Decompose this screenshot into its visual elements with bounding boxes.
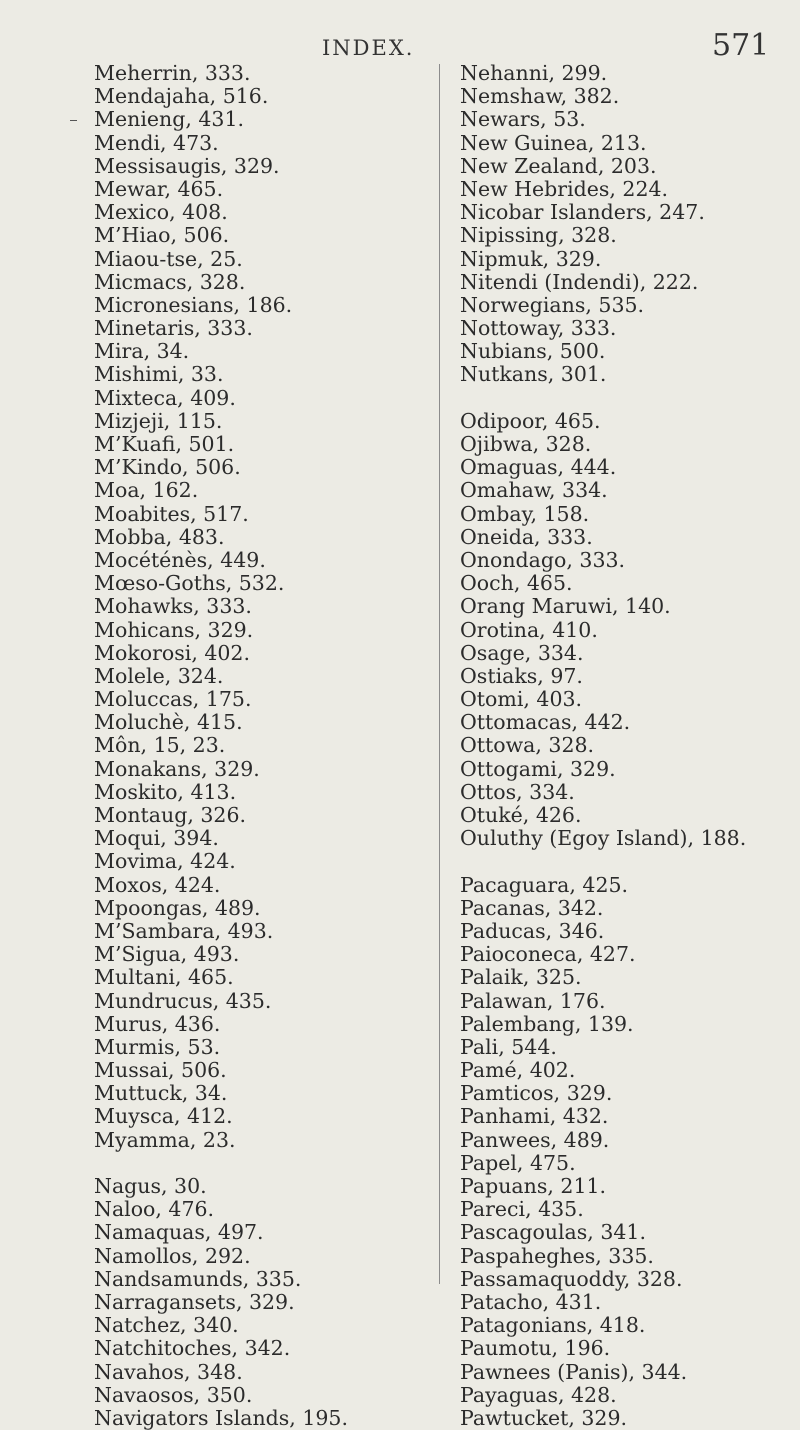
index-entry: Pacaguara, 425. <box>460 872 629 897</box>
index-entry: Namaquas, 497. <box>94 1220 264 1245</box>
index-entry: Moabites, 517. <box>94 501 249 526</box>
index-entry: Paioconeca, 427. <box>460 942 636 967</box>
index-entry: Mendajaha, 516. <box>94 84 269 109</box>
index-entry: Orotina, 410. <box>460 617 598 642</box>
index-entry: Naloo, 476. <box>94 1197 215 1222</box>
index-entry: Mohawks, 333. <box>94 594 252 619</box>
index-entry: M’Kindo, 506. <box>94 455 241 480</box>
index-column-right <box>460 62 746 1430</box>
index-entry: Paumotu, 196. <box>460 1336 611 1361</box>
index-group-n <box>94 1175 348 1430</box>
index-entry: Moluccas, 175. <box>94 687 252 712</box>
index-entry: Ottowa, 328. <box>460 733 595 758</box>
index-entry: Odipoor, 465. <box>460 408 601 433</box>
index-entry: Pareci, 435. <box>460 1197 584 1222</box>
index-entry: Otuké, 426. <box>460 803 582 827</box>
index-entry: Mewar, 465. <box>94 176 224 201</box>
column-divider <box>439 64 440 1284</box>
index-entry: Ombay, 158. <box>460 501 590 526</box>
index-entry: Paspaheghes, 335. <box>460 1243 654 1268</box>
index-entry: Mobba, 483. <box>94 524 225 549</box>
index-entry: Otomi, 403. <box>460 687 583 712</box>
index-entry: Pawtucket, 329. <box>460 1405 628 1430</box>
index-entry: Myamma, 23. <box>94 1127 236 1152</box>
index-entry: Micmacs, 328. <box>94 269 246 294</box>
index-entry: Ostiaks, 97. <box>460 663 583 688</box>
index-entry: Pali, 544. <box>460 1034 557 1059</box>
index-entry: Mohicans, 329. <box>94 617 254 642</box>
index-entry: Mira, 34. <box>94 339 190 364</box>
index-entry: Pacanas, 342. <box>460 895 604 920</box>
index-column-left <box>94 62 348 1430</box>
index-entry: Omahaw, 334. <box>460 478 608 503</box>
index-entry: Navigators Islands, 195. <box>94 1405 348 1430</box>
index-entry: Payaguas, 428. <box>460 1382 617 1407</box>
index-entry: Ottos, 334. <box>460 779 575 804</box>
index-entry: Pamticos, 329. <box>460 1081 613 1106</box>
index-entry: Monakans, 329. <box>94 756 260 781</box>
index-group-p <box>460 874 746 1430</box>
index-entry: Orang Maruwi, 140. <box>460 594 671 619</box>
index-entry: Ottogami, 329. <box>460 756 616 781</box>
index-entry: Mocéténès, 449. <box>94 547 266 572</box>
index-entry: Pascagoulas, 341. <box>460 1220 646 1245</box>
index-entry: Nottoway, 333. <box>460 316 617 341</box>
index-entry: Nipissing, 328. <box>460 223 617 248</box>
index-entry: Pawnees (Panis), 344. <box>460 1359 688 1384</box>
index-entry: Mœso-Goths, 532. <box>94 571 285 596</box>
index-entry: Pamé, 402. <box>460 1058 576 1083</box>
index-entry: M’Hiao, 506. <box>94 223 230 248</box>
index-group-o <box>460 410 746 851</box>
index-entry: Navaosos, 350. <box>94 1382 253 1407</box>
index-entry: Palaik, 325. <box>460 965 582 990</box>
index-entry: Namollos, 292. <box>94 1243 251 1268</box>
index-entry: Minetaris, 333. <box>94 316 253 341</box>
index-entry: Papuans, 211. <box>460 1174 607 1198</box>
index-entry: Natchitoches, 342. <box>94 1336 291 1361</box>
index-entry: Multani, 465. <box>94 965 234 990</box>
index-entry: M’Sigua, 493. <box>94 942 240 967</box>
index-entry: Mishimi, 33. <box>94 362 224 387</box>
index-entry: Mizjeji, 115. <box>94 408 223 433</box>
index-group-n-continued <box>460 62 746 387</box>
page-header-title: INDEX. <box>322 36 415 60</box>
index-entry: Mpoongas, 489. <box>94 895 261 920</box>
index-entry: Natchez, 340. <box>94 1313 239 1338</box>
index-entry: Narragansets, 329. <box>94 1289 295 1314</box>
index-entry: Molele, 324. <box>94 663 224 688</box>
index-entry: Mendi, 473. <box>94 130 219 155</box>
index-entry: Nagus, 30. <box>94 1174 207 1198</box>
index-entry: Patagonians, 418. <box>460 1313 646 1338</box>
index-entry: Môn, 15, 23. <box>94 733 226 758</box>
index-entry: Ooch, 465. <box>460 571 573 596</box>
index-entry: Micronesians, 186. <box>94 292 293 317</box>
index-entry: Mixteca, 409. <box>94 385 236 410</box>
index-entry: Murmis, 53. <box>94 1034 221 1059</box>
index-entry: Ottomacas, 442. <box>460 710 631 735</box>
index-entry: Nipmuk, 329. <box>460 246 602 271</box>
index-entry: New Hebrides, 224. <box>460 176 669 201</box>
index-entry: Moskito, 413. <box>94 779 237 804</box>
index-entry: Paducas, 346. <box>460 918 605 943</box>
index-entry: Moa, 162. <box>94 478 199 503</box>
index-entry: Palembang, 139. <box>460 1011 634 1036</box>
index-entry: Mundrucus, 435. <box>94 988 272 1013</box>
index-entry: Nehanni, 299. <box>460 61 608 85</box>
index-entry: Murus, 436. <box>94 1011 221 1036</box>
index-entry: Mussai, 506. <box>94 1058 227 1083</box>
index-entry: Mexico, 408. <box>94 200 228 225</box>
index-entry: Oneida, 333. <box>460 524 593 549</box>
page-number: 571 <box>712 28 770 63</box>
index-entry: Messisaugis, 329. <box>94 153 280 178</box>
index-entry: New Guinea, 213. <box>460 130 647 155</box>
index-entry: Nemshaw, 382. <box>460 84 620 109</box>
index-entry: Muysca, 412. <box>94 1104 233 1129</box>
index-entry: Papel, 475. <box>460 1150 576 1175</box>
index-entry: Moqui, 394. <box>94 826 219 851</box>
index-entry: Movima, 424. <box>94 849 236 874</box>
index-entry: Passamaquoddy, 328. <box>460 1266 683 1291</box>
index-entry: Nutkans, 301. <box>460 362 607 387</box>
index-entry: Nitendi (Indendi), 222. <box>460 269 699 294</box>
index-entry: Osage, 334. <box>460 640 584 665</box>
index-entry: Navahos, 348. <box>94 1359 243 1384</box>
index-entry: Mokorosi, 402. <box>94 640 250 665</box>
index-entry: M’Kuafi, 501. <box>94 432 235 456</box>
index-entry: Norwegians, 535. <box>460 292 645 317</box>
index-entry: Nicobar Islanders, 247. <box>460 200 705 225</box>
index-entry: Patacho, 431. <box>460 1289 602 1314</box>
index-group-m <box>94 62 348 1152</box>
index-entry: Miaou-tse, 25. <box>94 246 243 271</box>
index-entry: Muttuck, 34. <box>94 1081 228 1106</box>
index-entry: Onondago, 333. <box>460 547 626 572</box>
index-entry: Palawan, 176. <box>460 988 606 1013</box>
index-entry: Omaguas, 444. <box>460 455 617 480</box>
index-entry: Montaug, 326. <box>94 803 246 827</box>
index-entry: Ouluthy (Egoy Island), 188. <box>460 826 747 851</box>
index-entry: Moluchè, 415. <box>94 710 243 735</box>
index-entry: Moxos, 424. <box>94 872 221 897</box>
index-entry: Newars, 53. <box>460 107 586 132</box>
index-entry: Panhami, 432. <box>460 1104 609 1129</box>
index-entry: M’Sambara, 493. <box>94 918 274 943</box>
margin-mark <box>70 120 77 121</box>
index-entry: Panwees, 489. <box>460 1127 610 1152</box>
index-entry: Ojibwa, 328. <box>460 432 592 456</box>
index-entry: New Zealand, 203. <box>460 153 657 178</box>
index-entry: Menieng, 431. <box>94 107 245 132</box>
index-entry: Nubians, 500. <box>460 339 606 364</box>
index-entry: Nandsamunds, 335. <box>94 1266 302 1291</box>
index-entry: Meherrin, 333. <box>94 61 251 85</box>
